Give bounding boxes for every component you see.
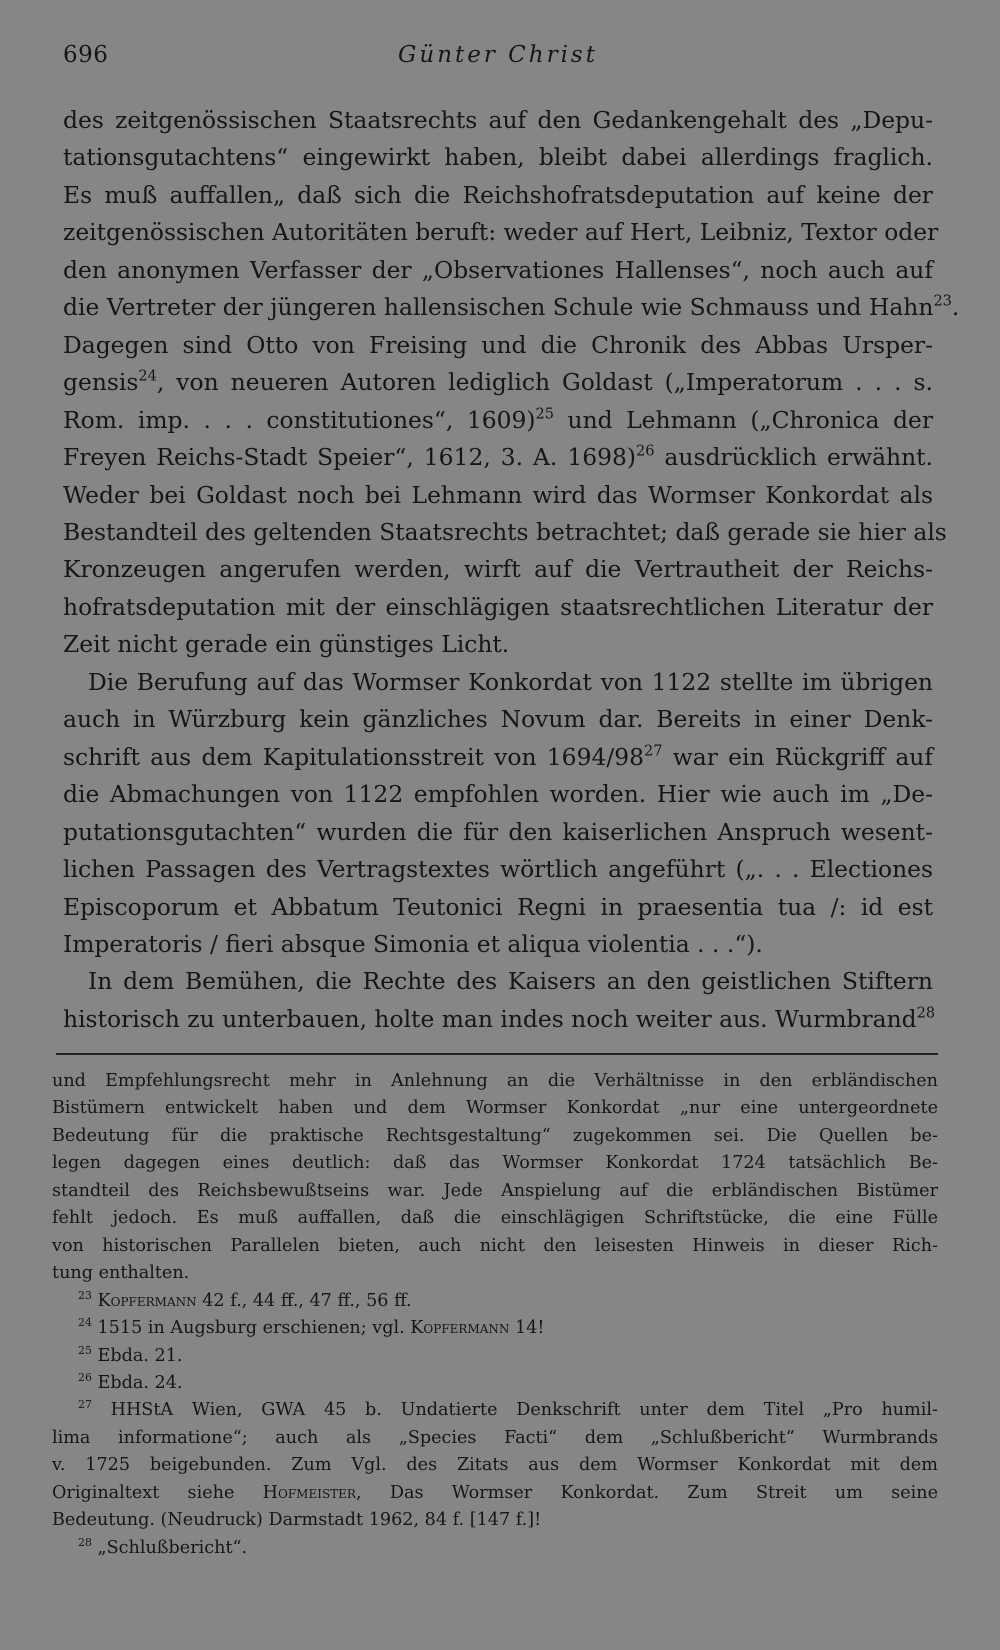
footnote-entry: $^{25}$ Ebda. 21.: [78, 1343, 183, 1366]
body-line: die Vertreter der jüngeren hallensischen Schule wie Schmauss und Hahn$^{23}$.: [63, 293, 960, 322]
body-line: historisch zu unterbauen, holte man indes noch weiter aus. Wurmbrand$^{28}$: [63, 1004, 936, 1033]
body-line: In dem Bemühen, die Rechte des Kaisers an den geistlichen Stiftern: [88, 967, 933, 996]
footnote-number: 24: [78, 1316, 92, 1329]
footnote-line: und Empfehlungsrecht mehr in Anlehnung an die Verhältnisse in den erbländischen: [52, 1071, 938, 1091]
footnote-marker: 28: [916, 1005, 936, 1022]
footnote-marker: 26: [636, 443, 655, 460]
footnote-entry: $^{27}$ HHStA Wien, GWA 45 b. Undatierte Denkschrift unter dem Titel „Pro humil-: [78, 1398, 938, 1421]
footnote-line: v. 1725 beigebunden. Zum Vgl. des Zitats aus dem Wormser Konkordat mit dem: [52, 1455, 938, 1476]
body-line: Die Berufung auf das Wormser Konkordat von 1122 stellte im übrigen: [88, 667, 933, 696]
body-line: den anonymen Verfasser der „Observationes Hallenses“, noch auch auf: [63, 255, 933, 284]
body-line: Zeit nicht gerade ein günstiges Licht.: [63, 630, 510, 659]
body-line: Rom. imp. . . . constitutiones“, 1609)$^{25}$ und Lehmann („Chronica der: [63, 405, 933, 434]
body-line: Episcoporum et Abbatum Teutonici Regni in praesentia tua /: id est: [63, 892, 933, 921]
author-small-caps: Kopfermann: [97, 1290, 197, 1311]
body-line: Dagegen sind Otto von Freising und die Chronik des Abbas Ursper-: [63, 330, 933, 359]
body-line: die Abmachungen von 1122 empfohlen worden. Hier wie auch im „De-: [63, 780, 933, 809]
footnote-marker: 23: [933, 293, 952, 310]
footnote-marker: 24: [138, 368, 157, 385]
footnote-marker: 25: [535, 406, 554, 423]
running-head-author: Günter Christ: [398, 42, 598, 68]
footnote-entry: $^{23}$ Kopfermann 42 f., 44 ff., 47 ff., 56 ff.: [78, 1288, 412, 1311]
body-line: Weder bei Goldast noch bei Lehmann wird das Wormser Konkordat als: [63, 480, 933, 509]
footnote-line: Bedeutung für die praktische Rechtsgestaltung“ zugekommen sei. Die Quellen be-: [52, 1125, 938, 1146]
author-small-caps: Kopfermann: [410, 1318, 510, 1339]
body-line: auch in Würzburg kein gänzliches Novum dar. Bereits in einer Denk-: [63, 705, 933, 734]
body-line: hofratsdeputation mit der einschlägigen staatsrechtlichen Literatur der: [63, 592, 933, 621]
footnote-entry: $^{24}$ 1515 in Augsburg erschienen; vgl. Kopfermann 14!: [78, 1316, 545, 1339]
body-line: lichen Passagen des Vertragstextes wörtlich angeführt („. . . Electiones: [63, 855, 933, 884]
main-body-text: [63, 102, 960, 1038]
body-line: Bestandteil des geltenden Staatsrechts betrachtet; daß gerade sie hier als: [63, 517, 947, 546]
footnote-number: 23: [78, 1288, 92, 1302]
body-line: Imperatoris / fieri absque Simonia et aliqua violentia . . .“).: [63, 929, 763, 958]
page-header: [63, 42, 933, 76]
body-line: Kronzeugen angerufen werden, wirft auf die Vertrautheit der Reichs-: [63, 555, 933, 584]
footnote-number: 27: [78, 1398, 92, 1412]
body-line: Es muß auffallen„ daß sich die Reichshofratsdeputation auf keine der: [63, 180, 933, 209]
footnote-line: von historischen Parallelen bieten, auch nicht den leisesten Hinweis in dieser Rich-: [52, 1235, 938, 1256]
footnote-marker: 27: [643, 743, 663, 760]
footnote-divider: [56, 1053, 938, 1055]
body-line: des zeitgenössischen Staatsrechts auf den Gedankengehalt des „Depu-: [63, 106, 933, 134]
footnote-number: 25: [78, 1343, 92, 1357]
body-line: schrift aus dem Kapitulationsstreit von $1694/98^{27}$ war ein Rückgriff auf: [63, 742, 933, 771]
footnote-number: 26: [78, 1370, 92, 1384]
footnote-line: Bedeutung. (Neudruck) Darmstadt 1962, 84 f. [147 f.]!: [52, 1510, 542, 1531]
footnote-entry: $^{26}$ Ebda. 24.: [78, 1370, 183, 1393]
footnote-number: 28: [78, 1535, 92, 1549]
page-number: 696: [63, 42, 109, 68]
footnote-entry: $^{28}$ „Schlußbericht“.: [78, 1535, 248, 1558]
footnote-line: lima informatione“; auch als „Species Facti“ dem „Schlußbericht“ Wurmbrands: [52, 1427, 938, 1448]
footnote-line: Bistümern entwickelt haben und dem Wormser Konkordat „nur eine untergeordnete: [52, 1098, 938, 1119]
footnotes: [52, 1068, 938, 1562]
footnote-line: Originaltext siehe Hofmeister, Das Wormser Konkordat. Zum Streit um seine: [52, 1482, 938, 1503]
body-line: Freyen Reichs-Stadt Speier“, 1612, 3. A. 1698)$^{26}$ ausdrücklich erwähnt.: [63, 443, 933, 472]
footnote-line: standteil des Reichsbewußtseins war. Jede Anspielung auf die erbländischen Bistümer: [52, 1180, 938, 1201]
footnote-line: legen dagegen eines deutlich: daß das Wormser Konkordat 1724 tatsächlich Be-: [52, 1153, 938, 1174]
body-line: putationsgutachten“ wurden die für den kaiserlichen Anspruch wesent-: [63, 817, 933, 846]
body-line: tationsgutachtens“ eingewirkt haben, bleibt dabei allerdings fraglich.: [63, 143, 933, 172]
footnote-line: tung enthalten.: [52, 1263, 190, 1284]
author-small-caps: Hofmeister: [262, 1482, 356, 1503]
footnote-line: fehlt jedoch. Es muß auffallen, daß die einschlägigen Schriftstücke, die eine Fülle: [52, 1208, 938, 1229]
body-line: gensis$^{24}$, von neueren Autoren lediglich Goldast („Imperatorum . . . s.: [63, 368, 933, 397]
body-line: zeitgenössischen Autoritäten beruft: weder auf Hert, Leibniz, Textor oder: [63, 218, 939, 247]
